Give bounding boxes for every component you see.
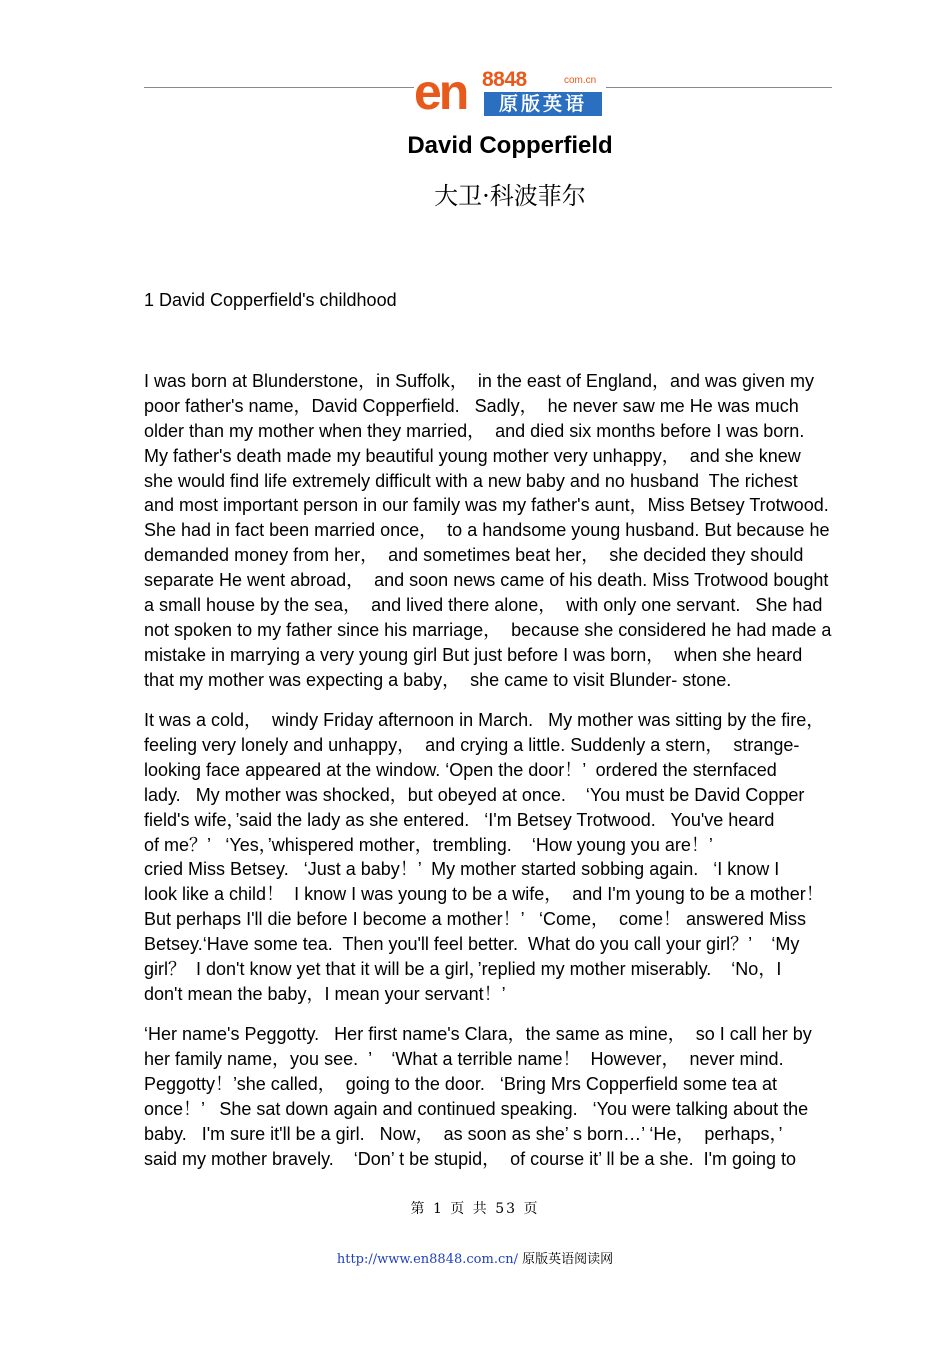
chapter-heading: 1 David Copperfield's childhood bbox=[144, 290, 397, 310]
paragraph-line: baby. I'm sure it'll be a girl. Now， as soon as she’ s born…’ ‘He， perhaps，’ bbox=[144, 1123, 783, 1144]
paragraph-line: field's wife，’said the lady as she entered. ‘I'm Betsey Trotwood. You've heard bbox=[144, 809, 775, 830]
logo-en-mark: en bbox=[414, 64, 467, 120]
paragraph-line: feeling very lonely and unhappy， and crying a little. Suddenly a stern， strange- bbox=[144, 734, 800, 755]
paragraph-line: a small house by the sea， and lived there alone， with only one servant. She had bbox=[144, 595, 823, 616]
book-title: David Copperfield bbox=[407, 132, 613, 159]
page-number: 第 1 页 共 53 页 bbox=[410, 1201, 540, 1217]
site-footer bbox=[0, 1248, 950, 1267]
paragraph-line: Betsey.‘Have some tea. Then you'll feel better. What do you call your girl？’ ‘My bbox=[144, 934, 800, 955]
paragraph-line: lady. My mother was shocked，but obeyed at once. ‘You must be David Copper bbox=[144, 784, 805, 805]
paragraph-line: demanded money from her， and sometimes beat her， she decided they should bbox=[144, 545, 804, 566]
footer-url-link[interactable]: http://www.en8848.com.cn/ bbox=[336, 1252, 518, 1267]
paragraph-line: and most important person in our family was my father's aunt，Miss Betsey Trotwood. bbox=[144, 495, 829, 516]
paragraph-line: I was born at Blunderstone，in Suffolk， in the east of England，and was given my bbox=[144, 371, 815, 391]
paragraph-line: her family name，you see. ’ ‘What a terrible name！ However， never mind. bbox=[144, 1049, 784, 1070]
paragraph-line: that my mother was expecting a baby， she came to visit Blunder- stone. bbox=[144, 669, 732, 690]
paragraph-line: of me？’ ‘Yes，’whispered mother，trembling. ‘How young you are！’ bbox=[144, 834, 713, 855]
header-rule-left bbox=[144, 87, 414, 88]
logo-domain: com.cn bbox=[564, 75, 597, 86]
paragraph-line: My father's death made my beautiful young mother very unhappy， and she knew bbox=[144, 445, 801, 466]
paragraph-line: Peggotty！’she called， going to the door. ‘Bring Mrs Copperfield some tea at bbox=[144, 1074, 778, 1095]
site-logo[interactable] bbox=[414, 66, 606, 118]
paragraph-line: don't mean the baby，I mean your servant！’ bbox=[144, 983, 506, 1004]
paragraph-line: poor father's name，David Copperfield. Sadly， he never saw me He was much bbox=[144, 395, 799, 416]
paragraph-gap bbox=[144, 693, 876, 709]
paragraph-line: mistake in marrying a very young girl But just before I was born， when she heard bbox=[144, 644, 803, 665]
paragraph-line: said my mother bravely. ‘Don’ t be stupid， of course it’ ll be a she. I'm going to bbox=[144, 1148, 797, 1169]
body-text bbox=[144, 369, 876, 1172]
paragraph-line: cried Miss Betsey. ‘Just a baby！’ My mother started sobbing again. ‘I know I bbox=[144, 859, 780, 880]
paragraph-line: ‘Her name's Peggotty. Her first name's Clara，the same as mine， so I call her by bbox=[144, 1024, 812, 1045]
paragraph-line: she would find life extremely difficult with a new baby and no husband The richest bbox=[144, 470, 798, 491]
paragraph-line: girl？ I don't know yet that it will be a girl，’replied my mother miserably. ‘No，I bbox=[144, 958, 782, 979]
header-rule-right bbox=[606, 87, 832, 88]
paragraph-line: She had in fact been married once， to a handsome young husband. But because he bbox=[144, 520, 830, 541]
paragraph-line: But perhaps I'll die before I become a mother！’ ‘Come， come！ answered Miss bbox=[144, 909, 807, 930]
paragraph-line: older than my mother when they married， and died six months before I was born. bbox=[144, 420, 805, 441]
paragraph-line: looking face appeared at the window. ‘Open the door！’ ordered the sternfaced bbox=[144, 759, 777, 780]
paragraph-line: It was a cold， windy Friday afternoon in March. My mother was sitting by the fire， bbox=[144, 710, 825, 731]
paragraph-line: once！’ She sat down again and continued speaking. ‘You were talking about the bbox=[144, 1098, 809, 1119]
logo-chinese-name: 原版英语 bbox=[484, 92, 602, 116]
footer-site-name: 原版英语阅读网 bbox=[522, 1252, 614, 1267]
paragraph-line: look like a child！ I know I was young to be a wife， and I'm young to be a mother！ bbox=[144, 884, 824, 905]
logo-number: 8848 bbox=[482, 68, 527, 91]
paragraph-line: separate He went abroad， and soon news came of his death. Miss Trotwood bought bbox=[144, 570, 829, 591]
book-subtitle-chinese: 大卫·科波菲尔 bbox=[434, 182, 586, 210]
paragraph-gap bbox=[144, 1007, 876, 1023]
paragraph-line: not spoken to my father since his marriage， because she considered he had made a bbox=[144, 619, 832, 640]
